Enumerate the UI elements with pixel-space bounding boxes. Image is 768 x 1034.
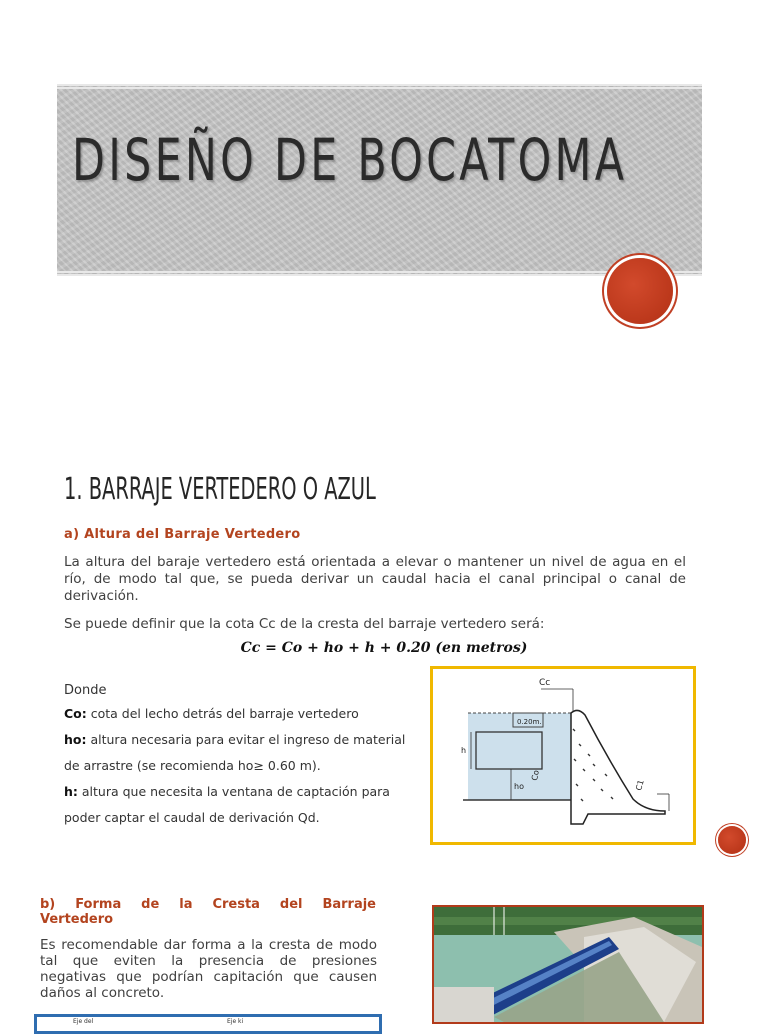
co-label: Co [530, 769, 541, 782]
donde-label: Donde [64, 683, 107, 698]
weir-diagram [430, 666, 696, 845]
subsection-title-b [40, 897, 376, 927]
definition-ho [64, 727, 409, 779]
c1-label: C1 [634, 778, 646, 792]
cresta-diagram-box [34, 1014, 382, 1034]
definition-term: h: [64, 784, 78, 799]
weir-profile [571, 710, 665, 824]
ho-label: ho [514, 782, 524, 791]
subsection-title-b-line1: b) Forma de la Cresta del Barraje [40, 897, 376, 912]
definition-h [64, 779, 409, 831]
h-label: h [461, 746, 467, 755]
definition-term: Co: [64, 706, 87, 721]
definition-co [64, 701, 409, 727]
subsection-title-b-line2: Vertedero [40, 912, 114, 927]
freeboard-label: 0.20m. [517, 718, 542, 726]
box-label-left: Eje del [73, 1018, 94, 1025]
page-title: DISEÑO DE BOCATOMA [72, 126, 628, 194]
paragraph-altura: La altura del baraje vertedero está orientada a elevar o mantener un nivel de agua en el río, de modo tal que, se pueda derivar un caudal hacia el canal principal o canal de derivación. [64, 554, 686, 604]
definition-text: altura que necesita la ventana de captación para poder captar el caudal de derivación Qd. [64, 784, 390, 825]
dam-photo-svg [434, 907, 702, 1022]
dam-photo [432, 905, 704, 1024]
box-label-right: Eje ki [227, 1018, 244, 1025]
formula: Cc = Co + ho + h + 0.20 (en metros) [240, 640, 528, 656]
subsection-title-a: a) Altura del Barraje Vertedero [64, 527, 301, 542]
definition-text: altura necesaria para evitar el ingreso de material de arrastre (se recomienda ho≥ 0.60 m). [64, 732, 406, 773]
definition-term: ho: [64, 732, 87, 747]
definition-text: cota del lecho detrás del barraje vertedero [86, 706, 359, 721]
paragraph-cota: Se puede definir que la cota Cc de la cresta del barraje vertedero será: [64, 616, 545, 632]
section-title: 1. BARRAJE VERTEDERO O AZUL [64, 472, 376, 507]
foreground-wall [434, 987, 494, 1022]
cc-label: Cc [539, 678, 551, 688]
decorative-circle [607, 258, 673, 324]
decorative-circle-small [718, 826, 746, 854]
weir-diagram-svg [433, 669, 693, 842]
paragraph-cresta: Es recomendable dar forma a la cresta de modo tal que eviten la presencia de presiones negativas que podrían capitación que causen daños al concreto. [40, 937, 377, 1001]
